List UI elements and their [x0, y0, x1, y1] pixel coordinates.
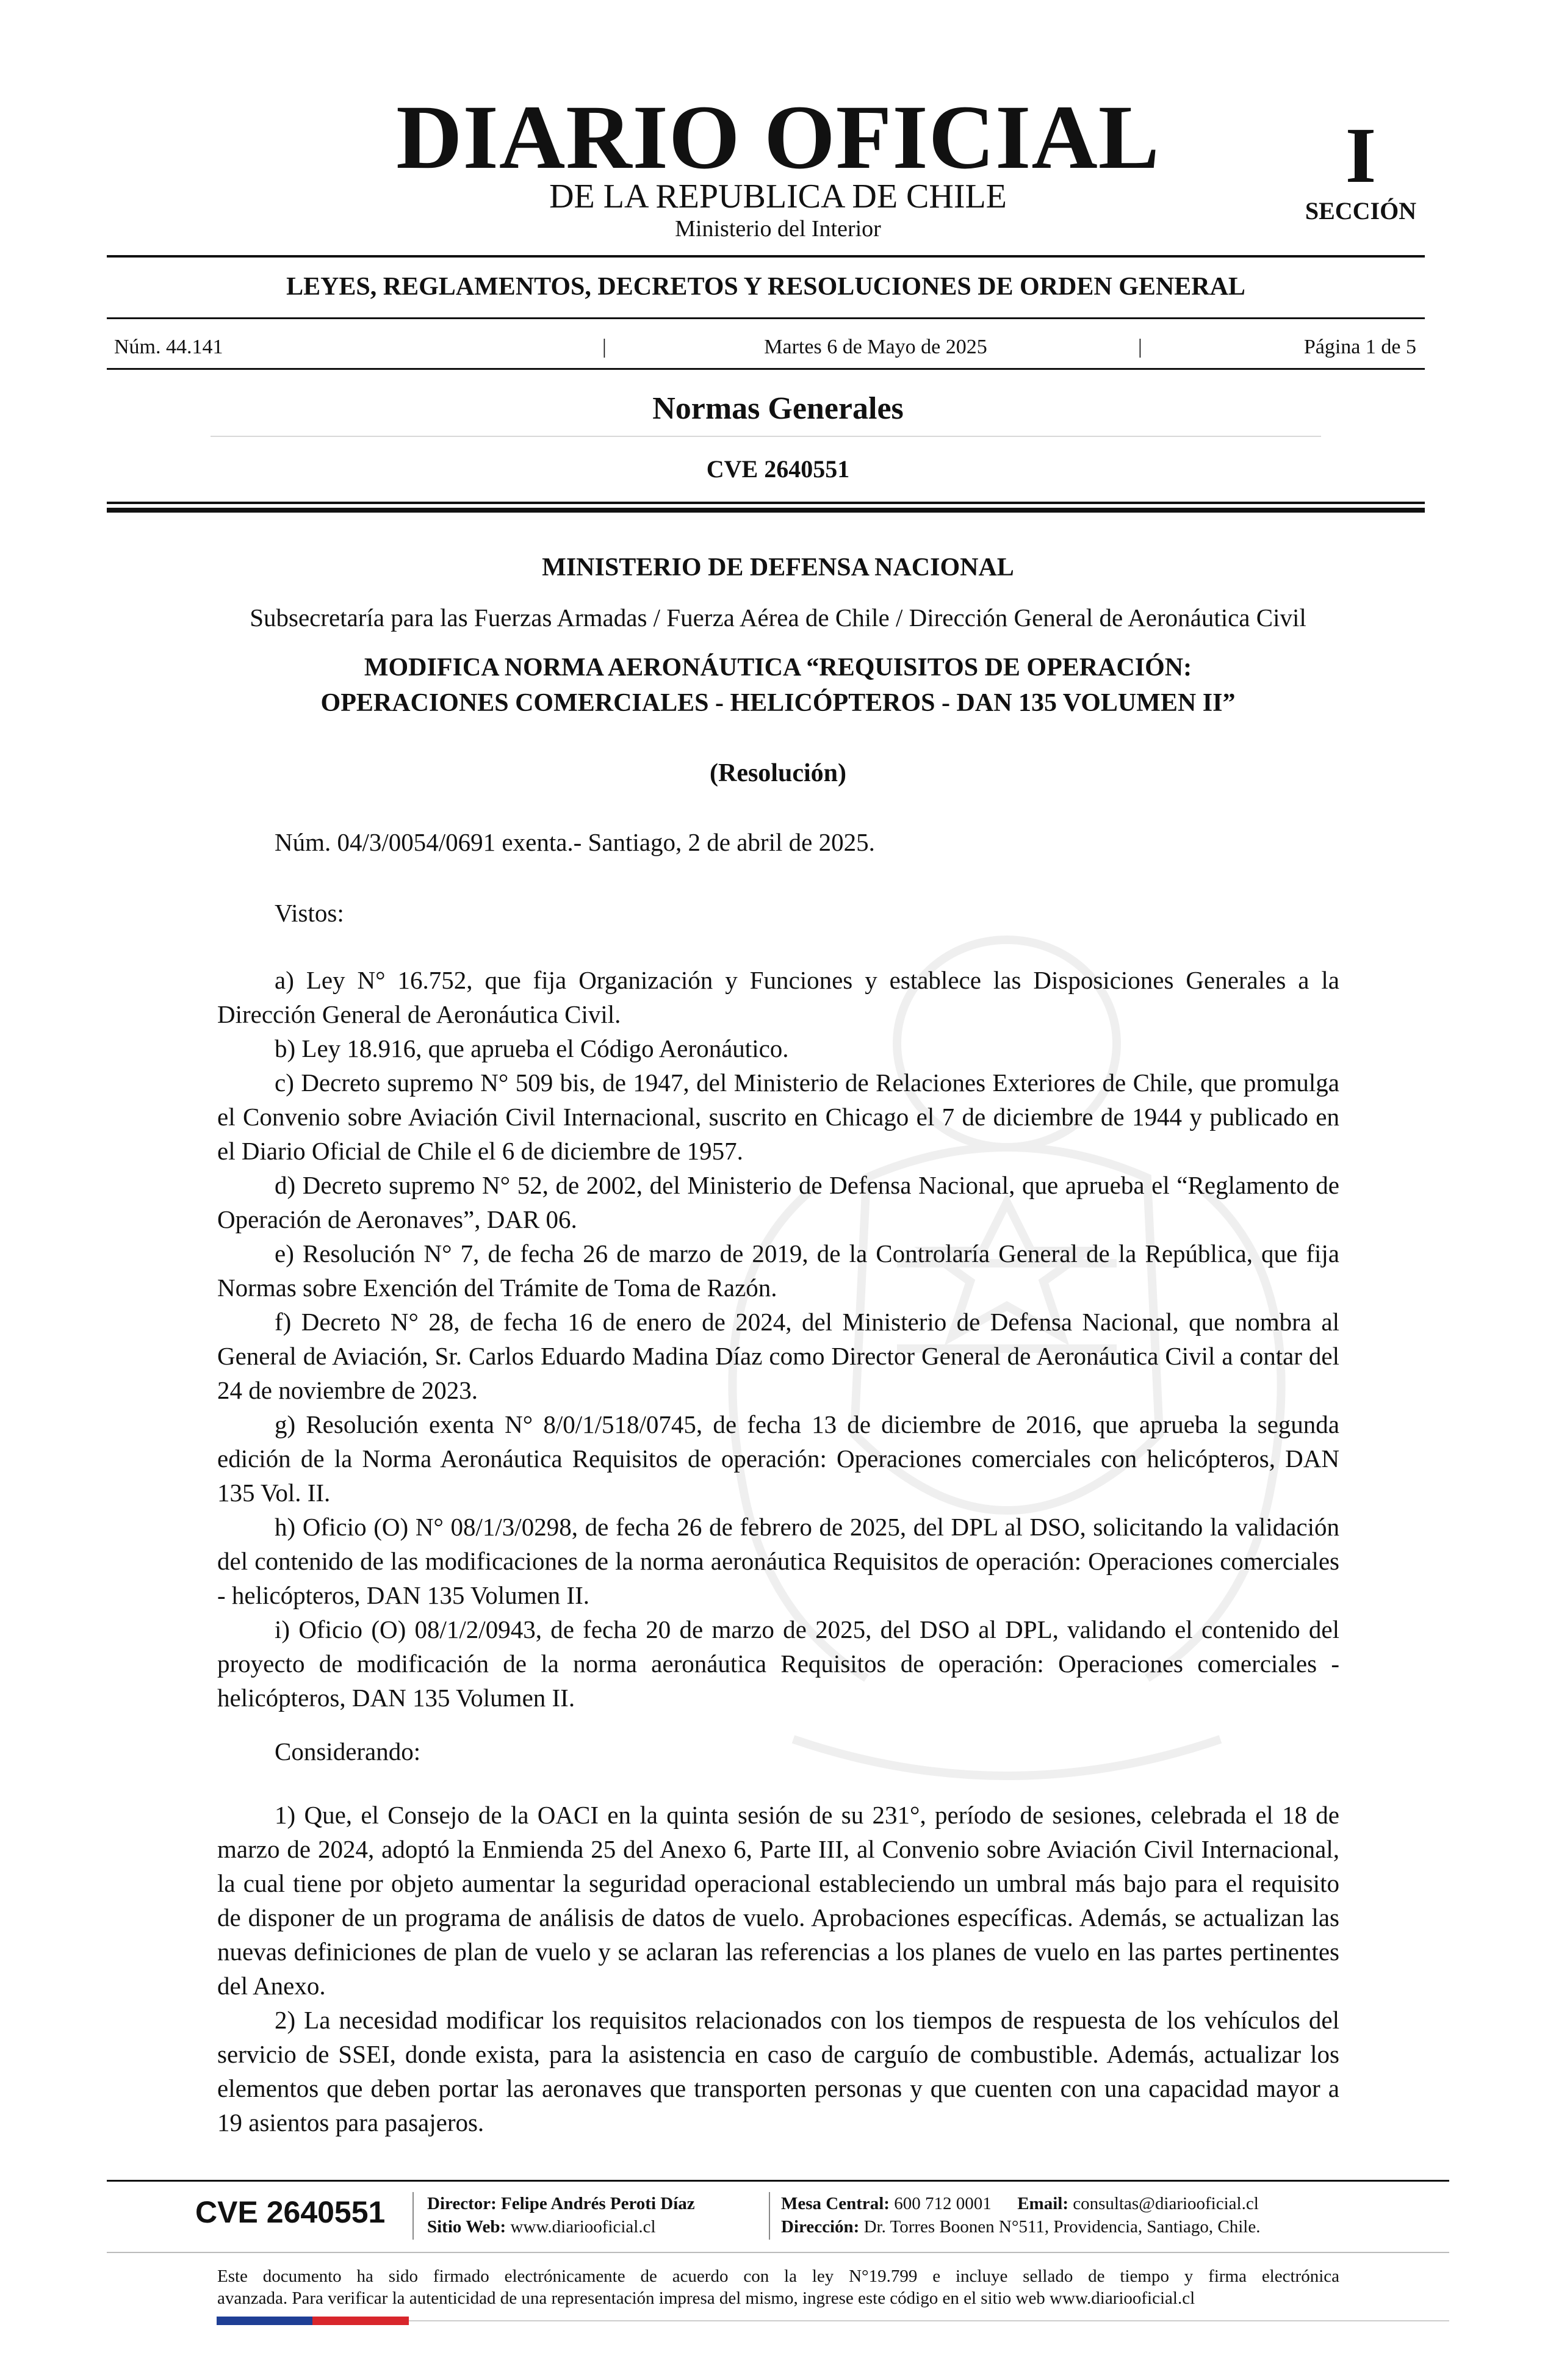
footer-email-link[interactable]: consultas@diariooficial.cl [1073, 2194, 1259, 2213]
considerando-heading: Considerando: [275, 1737, 421, 1765]
footer-contact-line [781, 2192, 1428, 2215]
footer-bottom-rule [409, 2320, 1449, 2321]
footer-mesa-value: 600 712 0001 [894, 2194, 992, 2213]
considerando-item: 1) Que, el Consejo de la OACI en la quinta sesión de su 231°, período de sesiones, celebrada el 18 de marzo de 2024, adoptó la Enmienda 25 del Anexo 6, Parte III, al Convenio sobre Aviación Civil Internacional, la cual tiene por objeto aumentar la seguridad operacional estableciendo un umbral más bajo para el requisito de disponer de un programa de análisis de datos de vuelo. Aprobaciones específicas. Además, se actualizan las nuevas definiciones de plan de vuelo y se aclaran las referencias a los planes de vuelo en las partes pertinentes del Anexo. [217, 1801, 1339, 2000]
document-title-line: OPERACIONES COMERCIALES - HELICÓPTEROS - DAN 135 VOLUMEN II” [320, 689, 1236, 717]
category-heading: LEYES, REGLAMENTOS, DECRETOS Y RESOLUCIONES DE ORDEN GENERAL [286, 273, 1245, 301]
footer-rule [107, 2180, 1449, 2182]
vistos-item: h) Oficio (O) N° 08/1/3/0298, de fecha 26 de febrero de 2025, del DPL al DSO, solicitando la validación del contenido de las modificaciones de la norma aeronáutica Requisitos de operación: Operaciones comerciales - helicópteros, DAN 135 Volumen II. [217, 1513, 1339, 1609]
resolution-number-line: Núm. 04/3/0054/0691 exenta.- Santiago, 2 de abril de 2025. [275, 828, 875, 856]
issuing-ministry: MINISTERIO DE DEFENSA NACIONAL [542, 554, 1014, 582]
issue-date: Martes 6 de Mayo de 2025 [764, 336, 987, 358]
cve-code: CVE 2640551 [706, 455, 850, 483]
document-kind: (Resolución) [710, 759, 846, 787]
footer-director-name: Felipe Andrés Peroti Díaz [501, 2194, 695, 2213]
header-double-rule-top [107, 502, 1425, 504]
footer-web-line [427, 2215, 769, 2238]
vistos-item: d) Decreto supremo N° 52, de 2002, del Ministerio de Defensa Nacional, que aprueba el “Reglamento de Operación de Aeronaves”, DAR 06. [217, 1171, 1339, 1233]
vistos-item: g) Resolución exenta N° 8/0/1/518/0745, de fecha 13 de diciembre de 2016, que aprueba la segunda edición de la Norma Aeronáutica Requisitos de operación: Operaciones comerciales con helicópteros, DAN 135 Vol. II. [217, 1410, 1339, 1507]
section-title-rule [211, 436, 1321, 437]
meta-rule-bottom [107, 368, 1425, 370]
footer-cve-code: CVE 2640551 [195, 2195, 386, 2229]
masthead-subtitle: DE LA REPUBLICA DE CHILE [549, 178, 1007, 215]
footer-email-label: Email: [1017, 2194, 1068, 2213]
section-numeral: I [1345, 112, 1377, 200]
footer-mesa-label: Mesa Central: [781, 2194, 890, 2213]
vistos-item: i) Oficio (O) 08/1/2/0943, de fecha 20 de marzo de 2025, del DSO al DPL, validando el contenido del proyecto de modificación de la norma aeronáutica Requisitos de operación: Operaciones comerciales - helicópteros, DAN 135 Volumen II. [217, 1615, 1339, 1712]
flag-stripe-red [312, 2317, 409, 2325]
footer-address-value: Dr. Torres Boonen N°511, Providencia, Santiago, Chile. [863, 2217, 1261, 2237]
masthead-rule-top [107, 255, 1425, 258]
footer-divider [769, 2192, 770, 2240]
category-rule-bottom [107, 317, 1425, 319]
meta-separator: | [1138, 336, 1142, 358]
footer-web-label: Sitio Web: [427, 2217, 506, 2237]
vistos-item: a) Ley N° 16.752, que fija Organización y Funciones y establece las Disposiciones Generales a la Dirección General de Aeronáutica Civil. [217, 966, 1339, 1028]
issue-number: Núm. 44.141 [114, 336, 223, 358]
section-title: Normas Generales [652, 391, 904, 426]
vistos-item: f) Decreto N° 28, de fecha 16 de enero de 2024, del Ministerio de Defensa Nacional, que nombra al General de Aviación, Sr. Carlos Eduardo Madina Díaz como Director General de Aeronáutica Civil a contar del 24 de noviembre de 2023. [217, 1308, 1339, 1404]
vistos-item: c) Decreto supremo N° 509 bis, de 1947, del Ministerio de Relaciones Exteriores de Chile, que promulga el Convenio sobre Aviación Civil Internacional, suscrito en Chicago el 7 de diciembre de 1944 y publicado en el Diario Oficial de Chile el 6 de diciembre de 1957. [217, 1069, 1339, 1165]
subsecretaria-line: Subsecretaría para las Fuerzas Armadas / Fuerza Aérea de Chile / Dirección General de Aeronáutica Civil [250, 604, 1306, 632]
section-label: SECCIÓN [1305, 197, 1417, 225]
footer-address-label: Dirección: [781, 2217, 860, 2237]
header-double-rule-bottom [107, 508, 1425, 513]
footer-legal-notice-line: Este documento ha sido firmado electrónicamente de acuerdo con la ley N°19.799 e incluye sellado de tiempo y firma electrónica [217, 2266, 1339, 2286]
meta-separator: | [602, 336, 607, 358]
flag-stripe-blue [217, 2317, 312, 2325]
document-title [0, 650, 1556, 721]
footer-director-label: Director: [427, 2194, 497, 2213]
footer-address-line [781, 2215, 1428, 2238]
considerando-item: 2) La necesidad modificar los requisitos relacionados con los tiempos de respuesta de los vehículos del servicio de SSEI, donde exista, para la asistencia en caso de carguío de combustible. Además, actualizar los elementos que deben portar las aeronaves que transporten personas y que cuenten con una capacidad mayor a 19 asientos para pasajeros. [217, 2006, 1339, 2137]
vistos-item: e) Resolución N° 7, de fecha 26 de marzo de 2019, de la Controlaría General de la República, que fija Normas sobre Exención del Trámite de Toma de Razón. [217, 1239, 1339, 1302]
footer-thin-rule [107, 2252, 1449, 2253]
footer-director-line [427, 2192, 769, 2215]
masthead-title: DIARIO OFICIAL [396, 87, 1160, 188]
footer-legal-notice-line: avanzada. Para verificar la autenticidad de una representación impresa del mismo, ingrese este código en el sitio web www.diariooficial.cl [217, 2288, 1195, 2308]
vistos-heading: Vistos: [275, 899, 344, 927]
masthead-ministry: Ministerio del Interior [675, 216, 881, 242]
page-indicator: Página 1 de 5 [1303, 336, 1416, 358]
vistos-item: b) Ley 18.916, que aprueba el Código Aeronáutico. [275, 1034, 789, 1062]
footer-divider [412, 2192, 414, 2240]
issue-meta-row [107, 333, 1425, 362]
footer-web-link[interactable]: www.diariooficial.cl [510, 2217, 656, 2237]
document-title-line: MODIFICA NORMA AERONÁUTICA “REQUISITOS DE OPERACIÓN: [364, 654, 1192, 682]
